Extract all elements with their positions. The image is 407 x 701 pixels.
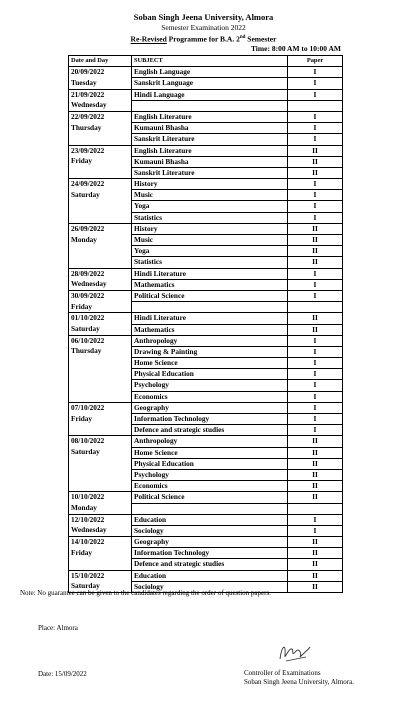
table-row: [69, 145, 343, 156]
table-row: [69, 380, 343, 391]
subject-cell: Psychology: [132, 380, 288, 391]
table-row: [69, 335, 343, 346]
date-column-header: Date and Day: [69, 56, 132, 67]
paper-cell: I: [288, 201, 343, 212]
exam-day: Thursday: [69, 123, 132, 134]
date-cell: [69, 134, 132, 145]
subject-cell: Economics: [132, 391, 288, 402]
exam-time: Time: 8:00 AM to 10:00 AM: [250, 44, 341, 53]
paper-cell: [288, 302, 343, 313]
university-name: Soban Singh Jeena University, Almora: [133, 12, 274, 22]
table-row: [69, 201, 343, 212]
paper-cell: [288, 100, 343, 111]
controller-org: Soban Singh Jeena University, Almora.: [244, 678, 354, 686]
programme-end: Semester: [245, 34, 277, 44]
exam-date: 24/09/2022: [69, 179, 132, 190]
paper-cell: I: [288, 369, 343, 380]
paper-cell: I: [288, 123, 343, 134]
subject-cell: Anthropology: [132, 436, 288, 447]
paper-cell: II: [288, 156, 343, 167]
paper-cell: I: [288, 525, 343, 536]
date-cell: [69, 481, 132, 492]
subject-cell: Hindi Language: [132, 89, 288, 100]
table-row: [69, 402, 343, 413]
subject-cell: History: [132, 179, 288, 190]
table-row: [69, 346, 343, 357]
table-row: [69, 447, 343, 458]
paper-cell: I: [288, 89, 343, 100]
table-row: [69, 391, 343, 402]
exam-day: Friday: [69, 414, 132, 425]
table-row: [69, 123, 343, 134]
table-row: [69, 313, 343, 324]
paper-cell: II: [288, 436, 343, 447]
date-cell: [69, 201, 132, 212]
paper-cell: II: [288, 145, 343, 156]
paper-cell: II: [288, 447, 343, 458]
subject-cell: Home Science: [132, 358, 288, 369]
paper-cell: I: [288, 190, 343, 201]
exam-date: 06/10/2022: [69, 335, 132, 346]
subject-cell: Kumauni Bhasha: [132, 123, 288, 134]
table-row: [69, 212, 343, 223]
date-cell: [69, 469, 132, 480]
table-row: [69, 514, 343, 525]
subject-cell: [132, 302, 288, 313]
subject-cell: Statistics: [132, 257, 288, 268]
date-cell: [69, 369, 132, 380]
exam-date: 15/10/2022: [69, 570, 132, 581]
programme-rest: Programme for B.A. 2: [166, 34, 240, 44]
date-cell: [69, 257, 132, 268]
table-row: [69, 492, 343, 503]
subject-cell: Yoga: [132, 201, 288, 212]
subject-cell: Sociology: [132, 525, 288, 536]
exam-date: 23/09/2022: [69, 145, 132, 156]
paper-cell: I: [288, 514, 343, 525]
paper-cell: I: [288, 179, 343, 190]
exam-day: Saturday: [69, 447, 132, 458]
exam-date: 30/09/2022: [69, 290, 132, 301]
paper-cell: I: [288, 290, 343, 301]
table-row: [69, 324, 343, 335]
table-header-row: [69, 56, 343, 67]
subject-cell: Yoga: [132, 246, 288, 257]
paper-cell: II: [288, 570, 343, 581]
subject-cell: Music: [132, 190, 288, 201]
subject-cell: Sanskrit Literature: [132, 167, 288, 178]
paper-cell: I: [288, 358, 343, 369]
exam-date: 08/10/2022: [69, 436, 132, 447]
exam-day: Friday: [69, 548, 132, 559]
place-label: Place: Almora: [38, 624, 78, 632]
subject-cell: English Language: [132, 67, 288, 78]
exam-date: 10/10/2022: [69, 492, 132, 503]
paper-cell: II: [288, 458, 343, 469]
exam-day: Monday: [69, 503, 132, 514]
subject-cell: English Literature: [132, 111, 288, 122]
date-cell: [69, 391, 132, 402]
table-row: [69, 525, 343, 536]
subject-cell: Economics: [132, 481, 288, 492]
subject-cell: Political Science: [132, 290, 288, 301]
subject-cell: Anthropology: [132, 335, 288, 346]
subject-cell: Defence and strategic studies: [132, 425, 288, 436]
subject-cell: Physical Education: [132, 458, 288, 469]
paper-cell: II: [288, 246, 343, 257]
subject-cell: Geography: [132, 537, 288, 548]
paper-cell: II: [288, 481, 343, 492]
paper-cell: II: [288, 537, 343, 548]
paper-cell: II: [288, 492, 343, 503]
table-row: [69, 503, 343, 514]
subject-cell: English Literature: [132, 145, 288, 156]
exam-day: Saturday: [69, 324, 132, 335]
date-cell: [69, 458, 132, 469]
exam-day: Friday: [69, 156, 132, 167]
exam-day: Wednesday: [69, 279, 132, 290]
exam-day: Wednesday: [69, 100, 132, 111]
table-row: [69, 358, 343, 369]
subject-cell: History: [132, 223, 288, 234]
table-row: [69, 559, 343, 570]
table-row: [69, 100, 343, 111]
table-row: [69, 89, 343, 100]
paper-cell: II: [288, 223, 343, 234]
paper-cell: I: [288, 279, 343, 290]
subject-cell: [132, 503, 288, 514]
table-row: [69, 279, 343, 290]
programme-sup: nd: [239, 35, 246, 40]
table-row: [69, 436, 343, 447]
exam-day: Monday: [69, 235, 132, 246]
table-row: [69, 156, 343, 167]
subject-cell: Information Technology: [132, 548, 288, 559]
exam-date: 20/09/2022: [69, 67, 132, 78]
subject-cell: Defence and strategic studies: [132, 559, 288, 570]
table-row: [69, 537, 343, 548]
exam-date: 12/10/2022: [69, 514, 132, 525]
date-cell: [69, 212, 132, 223]
exam-date: 14/10/2022: [69, 537, 132, 548]
table-row: [69, 290, 343, 301]
subject-cell: Mathematics: [132, 279, 288, 290]
subject-cell: Geography: [132, 402, 288, 413]
controller-title: Controller of Examinations: [244, 669, 321, 677]
paper-cell: I: [288, 346, 343, 357]
paper-cell: II: [288, 257, 343, 268]
exam-date: 28/09/2022: [69, 268, 132, 279]
table-row: [69, 235, 343, 246]
date-cell: [69, 380, 132, 391]
paper-cell: I: [288, 391, 343, 402]
table-row: [69, 257, 343, 268]
subject-cell: Sanskrit Literature: [132, 134, 288, 145]
subject-cell: Home Science: [132, 447, 288, 458]
subject-cell: Physical Education: [132, 369, 288, 380]
subject-cell: Mathematics: [132, 324, 288, 335]
paper-cell: II: [288, 548, 343, 559]
table-row: [69, 570, 343, 581]
exam-title: Semester Examination 2022: [161, 23, 246, 32]
subject-cell: Kumauni Bhasha: [132, 156, 288, 167]
exam-date: 21/09/2022: [69, 89, 132, 100]
date-cell: [69, 246, 132, 257]
table-row: [69, 268, 343, 279]
table-row: [69, 458, 343, 469]
paper-column-header: Paper: [288, 56, 343, 67]
paper-cell: I: [288, 414, 343, 425]
paper-cell: II: [288, 559, 343, 570]
date-cell: [69, 559, 132, 570]
paper-cell: II: [288, 235, 343, 246]
table-row: [69, 134, 343, 145]
table-row: [69, 67, 343, 78]
table-row: [69, 111, 343, 122]
paper-cell: I: [288, 402, 343, 413]
exam-day: Tuesday: [69, 78, 132, 89]
subject-cell: Information Technology: [132, 414, 288, 425]
table-row: [69, 167, 343, 178]
exam-date: 07/10/2022: [69, 402, 132, 413]
subject-cell: Sanskrit Language: [132, 78, 288, 89]
date-cell: [69, 358, 132, 369]
paper-cell: II: [288, 167, 343, 178]
subject-cell: Drawing & Painting: [132, 346, 288, 357]
paper-cell: I: [288, 134, 343, 145]
paper-cell: I: [288, 67, 343, 78]
exam-day: Thursday: [69, 346, 132, 357]
paper-cell: [288, 503, 343, 514]
date-cell: [69, 167, 132, 178]
table-row: [69, 425, 343, 436]
paper-cell: II: [288, 469, 343, 480]
paper-cell: II: [288, 313, 343, 324]
paper-cell: I: [288, 111, 343, 122]
subject-cell: Hindi Literature: [132, 313, 288, 324]
subject-cell: Music: [132, 235, 288, 246]
exam-schedule-table: [68, 55, 343, 593]
table-row: [69, 369, 343, 380]
issue-date: Date: 15/09/2022: [38, 670, 87, 678]
table-row: [69, 190, 343, 201]
subject-cell: Psychology: [132, 469, 288, 480]
exam-date: 22/09/2022: [69, 111, 132, 122]
subject-cell: Statistics: [132, 212, 288, 223]
table-row: [69, 179, 343, 190]
exam-day: Saturday: [69, 581, 132, 592]
table-row: [69, 414, 343, 425]
subject-cell: Education: [132, 570, 288, 581]
paper-cell: I: [288, 335, 343, 346]
subject-cell: Hindi Literature: [132, 268, 288, 279]
paper-cell: I: [288, 425, 343, 436]
disclaimer-note: Note: No guarantee can be given to the candidates regarding the order of question papers.: [20, 589, 271, 597]
paper-cell: II: [288, 324, 343, 335]
subject-cell: Sociology: [132, 581, 288, 592]
subject-cell: Political Science: [132, 492, 288, 503]
exam-day: Saturday: [69, 190, 132, 201]
table-row: [69, 78, 343, 89]
paper-cell: I: [288, 380, 343, 391]
exam-date: 01/10/2022: [69, 313, 132, 324]
subject-column-header: SUBJECT: [132, 56, 288, 67]
controller-block: [244, 669, 354, 687]
subject-cell: [132, 100, 288, 111]
date-cell: [69, 425, 132, 436]
table-row: [69, 302, 343, 313]
paper-cell: II: [288, 581, 343, 592]
paper-cell: I: [288, 78, 343, 89]
table-row: [69, 469, 343, 480]
controller-signature: [276, 639, 312, 665]
exam-day: Friday: [69, 302, 132, 313]
table-row: [69, 548, 343, 559]
schedule-body: [69, 67, 343, 593]
table-row: [69, 481, 343, 492]
exam-day: Wednesday: [69, 525, 132, 536]
table-row: [69, 246, 343, 257]
programme-title: [0, 33, 407, 45]
paper-cell: I: [288, 212, 343, 223]
exam-date: 26/09/2022: [69, 223, 132, 234]
paper-cell: I: [288, 268, 343, 279]
programme-prefix: Re-Revised: [130, 34, 167, 44]
subject-cell: Education: [132, 514, 288, 525]
table-row: [69, 223, 343, 234]
